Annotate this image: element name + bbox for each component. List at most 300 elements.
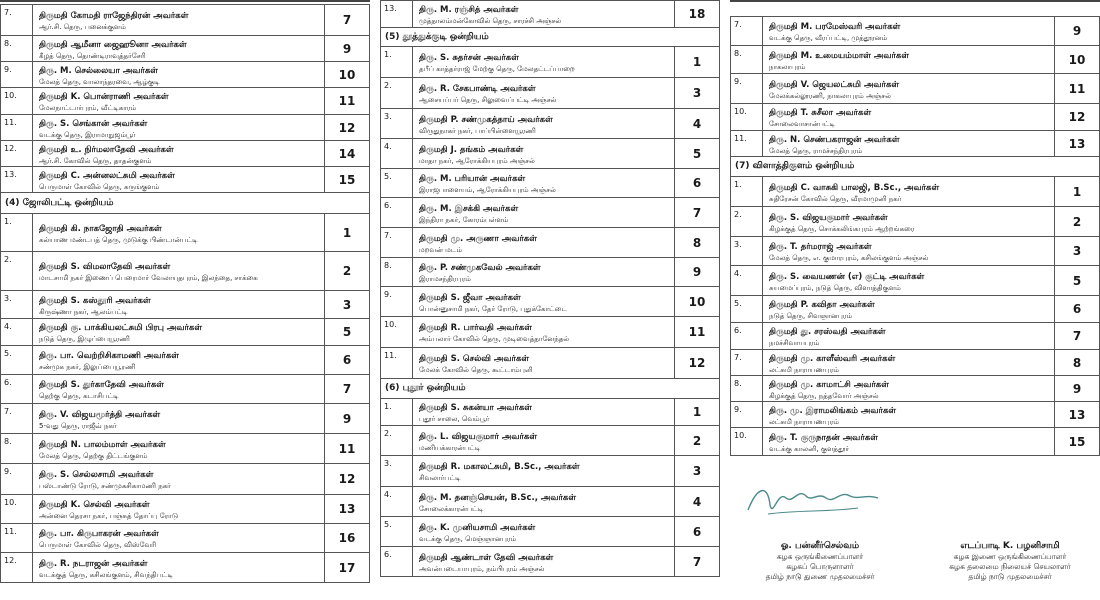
serial-number: 3. [381,456,413,487]
candidate-cell [763,323,1055,350]
candidate-cell [763,74,1055,104]
serial-number: 9. [1,62,33,88]
candidate-address: நடுத் தெரு, சிவஞானபுரம் [769,312,853,320]
section-header-row [381,379,720,399]
candidate-name: திரு. S. செல்லசாமி அவர்கள் [39,470,154,480]
serial-number: 13. [381,1,413,28]
candidate-address: மாடசாமி நகர் இணைப் பெரைமார் வேலாயுதபுரம், இலந்தை, சாக்கை [39,274,258,282]
table-row [381,517,720,547]
serial-number: 8. [731,46,763,74]
candidate-name: திருமதி உ. நிர்மலாதேவி அவர்கள் [39,144,174,155]
column-right [730,16,1100,456]
table-row [381,487,720,517]
section-title: (5) தூத்துக்குடி ஒன்றியம் [381,28,720,47]
table-row [731,402,1100,428]
serial-number: 4. [381,487,413,517]
candidate-cell [33,291,325,319]
candidate-address: அன்னை தெரசா நகர், பஞ்சுத் தோப்பு ரோடு [39,512,179,520]
table-row [1,5,370,36]
table-row [381,139,720,169]
candidate-name: திருமதி கி. நாகஜோதி அவர்கள் [39,223,162,234]
ward-number: 7 [675,547,720,577]
signatory-name: ஓ. பன்னீர்செல்வம் [780,541,860,551]
ward-number: 2 [1055,207,1100,237]
candidate-name: திரு. S. செங்கான் அவர்கள் [39,118,148,129]
ward-number: 9 [675,258,720,287]
serial-number: 1. [381,399,413,426]
serial-number: 7. [731,17,763,46]
serial-number: 3. [731,237,763,266]
ward-number: 7 [1055,323,1100,350]
ward-number: 15 [1055,428,1100,456]
serial-number: 4. [1,319,33,346]
candidate-address: மேலக்கல்லூரணி, நாகலாபுரம் அஞ்சல் [769,91,891,100]
candidate-address: கீழத் தெரு, தொண்டிராவுத்தர்சேரி [39,51,146,60]
table-row [1,252,370,291]
candidate-name: திருமதி K. பொன்ராணி அவர்கள் [39,92,169,102]
table-row [731,428,1100,456]
serial-number: 4. [731,266,763,296]
table-row [1,88,370,115]
table-row [1,62,370,88]
ward-number: 1 [675,47,720,78]
candidate-name: திருமதி ஆமீனா ஜைஹூனா அவர்கள் [39,39,187,50]
candidate-name: திருமதி N. பாலம்மாள் அவர்கள் [39,439,166,450]
candidate-name: திரு. பா. வெற்றிசிகாமணி அவர்கள் [39,351,179,361]
serial-number: 7. [1,5,33,36]
candidate-cell [413,487,675,517]
candidate-cell [413,78,675,109]
table-row [381,456,720,487]
signatory-title: கழகப் பொருளாளர் [786,562,854,571]
ward-number: 9 [1055,376,1100,402]
serial-number: 11. [731,131,763,157]
candidate-address: சோலைவாசான்பட்டி [769,120,835,128]
candidate-name: திருமதி P. சண்முகத்தாய் அவர்கள் [419,114,553,125]
candidate-name: திரு. T. தர்மராஜ் அவர்கள் [769,242,872,252]
candidate-cell [763,17,1055,46]
candidate-address: இந்திரா நகர், கோரம்பள்ளம் [419,215,509,224]
table-row [1,464,370,495]
table-row [381,1,720,28]
ward-number: 1 [1055,177,1100,207]
serial-number: 10. [1,495,33,524]
candidate-cell [413,426,675,456]
candidate-address: லட்சுமி நாராயணபுரம் [769,417,839,426]
candidate-name: திரு. M. இசக்கி அவர்கள் [419,203,519,214]
candidate-cell [33,404,325,434]
candidate-cell [763,428,1055,456]
serial-number: 9. [731,74,763,104]
candidate-name: திருமதி S. விமலாதேவி அவர்கள் [39,262,171,272]
candidate-address: கிழக்குத் தெரு, நத்தவோர் அஞ்சல் [769,391,879,400]
candidate-cell [763,402,1055,428]
candidate-name: திருமதி C. அன்னலட்சுமி அவர்கள் [39,170,175,181]
table-row [1,167,370,193]
candidate-address: தெற்கு தெரு, கடாசிபட்டி [39,392,119,400]
table-row [731,17,1100,46]
candidate-name: திருமதி T. சுசீலா அவர்கள் [769,108,872,118]
candidate-cell [763,104,1055,131]
serial-number: 8. [1,36,33,62]
candidate-table [0,4,370,583]
table-row [1,375,370,404]
table-row [1,553,370,583]
candidate-address: பொன்னுசாமி நகர், தேர் ரோடு, புதுக்கோட்டை [419,304,567,313]
candidate-name: திருமதி S. ஜீவா அவர்கள் [419,292,521,303]
table-row [1,346,370,375]
candidate-cell [413,228,675,258]
ward-number: 18 [675,1,720,28]
table-row [381,78,720,109]
ward-number: 12 [675,348,720,379]
candidate-cell [763,237,1055,266]
column-middle [380,0,720,577]
candidate-address: மேலத் தெரு, ராமச்சந்திரபுரம் [769,146,863,155]
table-row [381,547,720,577]
ward-number: 7 [675,198,720,228]
table-row [381,198,720,228]
ward-number: 16 [325,524,370,553]
signature-left [730,540,910,582]
ward-number: 3 [675,456,720,487]
serial-number: 2. [1,252,33,291]
ward-number: 7 [325,375,370,404]
ward-number: 12 [325,115,370,141]
ward-number: 7 [325,5,370,36]
candidate-cell [763,131,1055,157]
candidate-name: திரு. R. சேகபாண்டி அவர்கள் [419,84,536,94]
candidate-address: தபீப் காத்தர்ராஜ் மேற்கு தெரு, மேலதட்டப்பாறை [419,65,575,73]
candidate-name: திருமதி ஆண்டாள் தேவி அவர்கள் [419,552,554,563]
ward-number: 6 [675,517,720,547]
ward-number: 5 [1055,266,1100,296]
candidate-cell [413,258,675,287]
candidate-cell [763,46,1055,74]
candidate-name: திருமதி மு. காளீஸ்வரி அவர்கள் [769,353,896,364]
candidate-address: புதூர் சாலை, வெம்பூர் [419,415,490,423]
candidate-cell [413,547,675,577]
candidate-cell [763,296,1055,323]
candidate-name: திரு. S. சுதர்சன் அவர்கள் [419,53,519,63]
candidate-cell [33,115,325,141]
serial-number: 9. [1,464,33,495]
serial-number: 6. [731,323,763,350]
table-row [1,214,370,252]
candidate-name: திரு. T. குருநாதன் அவர்கள் [769,432,878,443]
candidate-cell [763,207,1055,237]
serial-number: 5. [381,169,413,198]
serial-number: 2. [381,78,413,109]
candidate-address: சிவலார்பட்டி [419,474,461,482]
ward-number: 4 [675,487,720,517]
serial-number: 4. [381,139,413,169]
serial-number: 2. [381,426,413,456]
serial-number: 3. [381,109,413,139]
candidate-cell [33,141,325,167]
table-row [731,350,1100,376]
table-row [731,131,1100,157]
top-rule [730,0,1100,2]
serial-number: 7. [731,350,763,376]
serial-number: 9. [381,287,413,317]
candidate-name: திருமதி S. செல்வி அவர்கள் [419,354,530,364]
candidate-address: லட்சுமி நாராயணபுரம் [769,365,839,374]
ward-number: 13 [1055,131,1100,157]
table-row [1,524,370,553]
candidate-cell [33,495,325,524]
table-row [1,404,370,434]
candidate-address: மேலநாட்டார்புரம், வீட்டிகாரம் [39,104,137,112]
ward-number: 2 [675,426,720,456]
table-row [381,399,720,426]
candidate-cell [33,62,325,88]
candidate-address: நாகலாபுரம் [769,62,806,71]
ward-number: 3 [1055,237,1100,266]
candidate-address: ஆர்.சி. கோவில் தெரு, தாதன்குளம் [39,156,152,165]
candidate-name: திருமதி P. கவிதா அவர்கள் [769,300,875,310]
table-row [1,495,370,524]
candidate-cell [33,252,325,291]
signatory-title: கழக இணை ஒருங்கிணைப்பாளர் [953,552,1067,561]
candidate-cell [763,350,1055,376]
ward-number: 15 [325,167,370,193]
ward-number: 8 [675,228,720,258]
candidate-address: பஸ்டாண்டு ரோடு, சண்முகசிகாமணி நகர் [39,482,171,490]
section-header-row [381,28,720,47]
serial-number: 1. [731,177,763,207]
serial-number: 10. [381,317,413,348]
ward-number: 2 [325,252,370,291]
handwritten-signature [738,480,888,520]
table-row [381,426,720,456]
table-row [1,319,370,346]
serial-number: 8. [1,434,33,464]
ward-number: 9 [325,404,370,434]
candidate-cell [413,517,675,547]
candidate-name: திருமதி S. துர்காதேவி அவர்கள் [39,380,164,390]
table-row [731,266,1100,296]
candidate-address: இராமசந்திரபுரம் [419,275,471,283]
candidate-address: சுயமைப்புரம், நடுத் தெரு, விளாத்திகுளம் [769,283,901,292]
candidate-name: திரு. S. விஜயகுமார் அவர்கள் [769,212,888,223]
candidate-name: திரு. M. தனஞ்செயன், B.Sc., அவர்கள் [419,492,577,503]
section-title: (4) ஜோலிபட்டி ஒன்றியம் [1,193,370,214]
table-row [1,36,370,62]
table-row [381,169,720,198]
candidate-table [730,16,1100,456]
ward-number: 10 [325,62,370,88]
ward-number: 3 [675,78,720,109]
serial-number: 10. [731,428,763,456]
candidate-name: திருமதி M. பரமேஸ்வரி அவர்கள் [769,22,901,32]
candidate-address: மேலக் கோவில் தெரு, கூட்டாம்புளி [419,366,533,374]
candidate-name: திரு. பா. கிருபாகரன் அவர்கள் [39,529,159,539]
table-row [731,46,1100,74]
signatory-title: கழக தலைமை நிலையச் செயலாளர் [949,562,1071,571]
serial-number: 5. [1,346,33,375]
candidate-name: திருமதி V. ஜெயலட்சுமி அவர்கள் [769,79,900,90]
signatory-title: தமிழ் நாடு துணை முதலமைச்சர் [765,572,875,581]
candidate-cell [33,553,325,583]
candidate-cell [763,177,1055,207]
ward-number: 8 [1055,350,1100,376]
candidate-name: திரு. M. செல்லையா அவர்கள் [39,65,158,76]
candidate-name: திருமதி மு. அருணா அவர்கள் [419,233,537,244]
top-rule [0,0,370,2]
ward-number: 14 [325,141,370,167]
ward-number: 11 [325,434,370,464]
candidate-address: மேலத் தெரு, எ. குமாரபுரம், கசிலங்குளம் அஞ்சல் [769,254,929,262]
candidate-address: பெருமாள் கோவில் தெரு, விஸ்வேரி [39,541,157,549]
candidate-name: திருமதி J. தங்கம் அவர்கள் [419,144,524,155]
candidate-address: சண்முக நகர், இலுப்பையூரணி [39,363,136,371]
candidate-cell [413,1,675,28]
signatory-name: எடப்பாடி K. பழனிசாமி [960,541,1060,551]
serial-number: 11. [1,524,33,553]
serial-number: 8. [381,258,413,287]
serial-number: 8. [731,376,763,402]
candidate-name: திருமதி கோமதி ராஜேந்திரன் அவர்கள் [39,11,189,21]
candidate-cell [33,214,325,252]
serial-number: 9. [731,402,763,428]
serial-number: 6. [381,198,413,228]
candidate-cell [33,524,325,553]
ward-number: 10 [1055,46,1100,74]
candidate-name: திரு. மு. இராமலிங்கம் அவர்கள் [769,405,897,416]
section-title: (7) விளாத்திகுளம் ஒன்றியம் [731,157,1100,177]
candidate-name: திருமதி மு. காமாட்சி அவர்கள் [769,379,889,390]
table-row [731,323,1100,350]
candidate-address: சோலைக்காரன்பட்டி [419,504,484,513]
serial-number: 12. [1,553,33,583]
candidate-address: நமச்சிவாயபுரம் [769,339,820,347]
candidate-address: முத்தாலம்மன்கோவில் தெரு, சாரச்சி அஞ்சல் [419,17,562,25]
candidate-address: மேலத் தெரு, தெற்கு திட்டங்குளம் [39,451,148,460]
serial-number: 2. [731,207,763,237]
candidate-address: மறவன் மடம் [419,245,462,254]
ward-number: 17 [325,553,370,583]
serial-number: 12. [1,141,33,167]
candidate-name: திருமதி K. செல்வி அவர்கள் [39,500,150,510]
candidate-name: திரு. K. முனியசாமி அவர்கள் [419,522,536,533]
candidate-address: ஆசையப்பர் தெரு, சிலுவைப்பட்டி அஞ்சல் [419,96,557,104]
section-header-row [1,193,370,214]
ward-number: 11 [1055,74,1100,104]
ward-number: 12 [1055,104,1100,131]
candidate-address: விருதுநாகர் நகர், பாப்பிள்ளையூரணி [419,126,536,135]
candidate-cell [763,266,1055,296]
ward-number: 13 [1055,402,1100,428]
ward-number: 11 [325,88,370,115]
table-row [381,348,720,379]
candidate-name: திருமதி கு. பாக்கியலட்சுமி பிரபு அவர்கள் [39,323,203,333]
candidate-name: திரு. R. நடராஜன் அவர்கள் [39,558,148,569]
candidate-address: வடக்கு தெரு, வீரப்பட்டி, முத்தூரனம் [769,34,888,42]
candidate-address: சுதிரேசன் கோவில் தெரு, வீரமாமுனி நகர் [769,194,902,203]
candidate-cell [33,434,325,464]
candidate-cell [413,47,675,78]
serial-number: 10. [1,88,33,115]
candidate-cell [33,167,325,193]
table-row [381,258,720,287]
table-row [381,47,720,78]
candidate-address: கிழக்குத் தெரு, சொக்கலிங்கபுரம் ஆற்றங்கரை [769,224,915,233]
section-header-row [731,157,1100,177]
ward-number: 5 [325,319,370,346]
candidate-name: திரு. N. செண்பகராஜன் அவர்கள் [769,134,900,145]
ward-number: 1 [675,399,720,426]
ward-number: 3 [325,291,370,319]
table-row [381,109,720,139]
candidate-address: நடுத் தெரு, இழுப்பையூரணி [39,335,130,343]
candidate-cell [413,109,675,139]
ward-number: 9 [325,36,370,62]
candidate-name: திருமதி S. கஸ்தூரி அவர்கள் [39,295,151,306]
candidate-address: அவன்படையாபுரம், நம்பிபுரம் அஞ்சல் [419,564,545,573]
candidate-address: மேலத் தெரு, வாலாந்தரவை, ஆழ்குடி [39,77,160,86]
candidate-address: ஆர்.சி. தெரு, பனைக்குளம் [39,23,126,31]
candidate-name: திருமதி C. வாசுகி பாலஜி, B.Sc., அவர்கள் [769,182,940,193]
ward-number: 4 [675,109,720,139]
column-left [0,4,370,583]
candidate-name: திரு. P. சண்முகவேல் அவர்கள் [419,263,541,273]
table-row [381,317,720,348]
signature-right [920,540,1100,582]
candidate-address: இராஜபாளையம், ஆரோக்கியபுரம் அஞ்சல் [419,186,556,194]
table-row [1,141,370,167]
candidate-address: வடக்குத் தெரு, கசிலங்குளம், சிவந்திபட்டி [39,570,173,579]
candidate-cell [413,317,675,348]
candidate-cell [413,287,675,317]
table-row [1,115,370,141]
ward-number: 12 [325,464,370,495]
table-row [1,291,370,319]
ward-number: 10 [675,287,720,317]
candidate-address: அம்பலார் கோவில் தெரு, முடிவைத்தானேந்தல் [419,335,570,343]
candidate-cell [33,88,325,115]
table-row [381,287,720,317]
serial-number: 1. [381,47,413,78]
candidate-name: திருமதி S. சுகன்யா அவர்கள் [419,403,532,413]
signatory-title: தமிழ் நாடு முதலமைச்சர் [968,572,1052,581]
candidate-cell [413,139,675,169]
candidate-name: திருமதி R. மகாலட்சுமி, B.Sc., அவர்கள் [419,462,580,472]
ward-number: 11 [675,317,720,348]
serial-number: 5. [731,296,763,323]
serial-number: 5. [381,517,413,547]
candidate-cell [413,198,675,228]
candidate-address: 5-வது தெரு, ராஜீவ் நகர் [39,421,117,430]
table-row [731,296,1100,323]
candidate-name: திரு. M. பரியான் அவர்கள் [419,174,526,184]
candidate-name: திருமதி R. பார்வதி அவர்கள் [419,323,532,333]
candidate-address: கல்யாண மண்டபத் தெரு, முடுக்கு பிண்டான்பட்டி [39,235,198,244]
table-row [1,434,370,464]
section-title: (6) புதூர் ஒன்றியம் [381,379,720,399]
table-row [731,74,1100,104]
candidate-name: திருமதி து. சரஸ்வதி அவர்கள் [769,327,886,337]
table-row [731,376,1100,402]
serial-number: 1. [1,214,33,252]
serial-number: 7. [381,228,413,258]
table-row [731,104,1100,131]
table-row [731,207,1100,237]
candidate-name: திரு. M. ரஞ்சித் அவர்கள் [419,5,519,15]
candidate-table [380,0,720,577]
serial-number: 10. [731,104,763,131]
candidate-name: திரு. S. வையணன் (எ) குட்டி அவர்கள் [769,271,925,282]
